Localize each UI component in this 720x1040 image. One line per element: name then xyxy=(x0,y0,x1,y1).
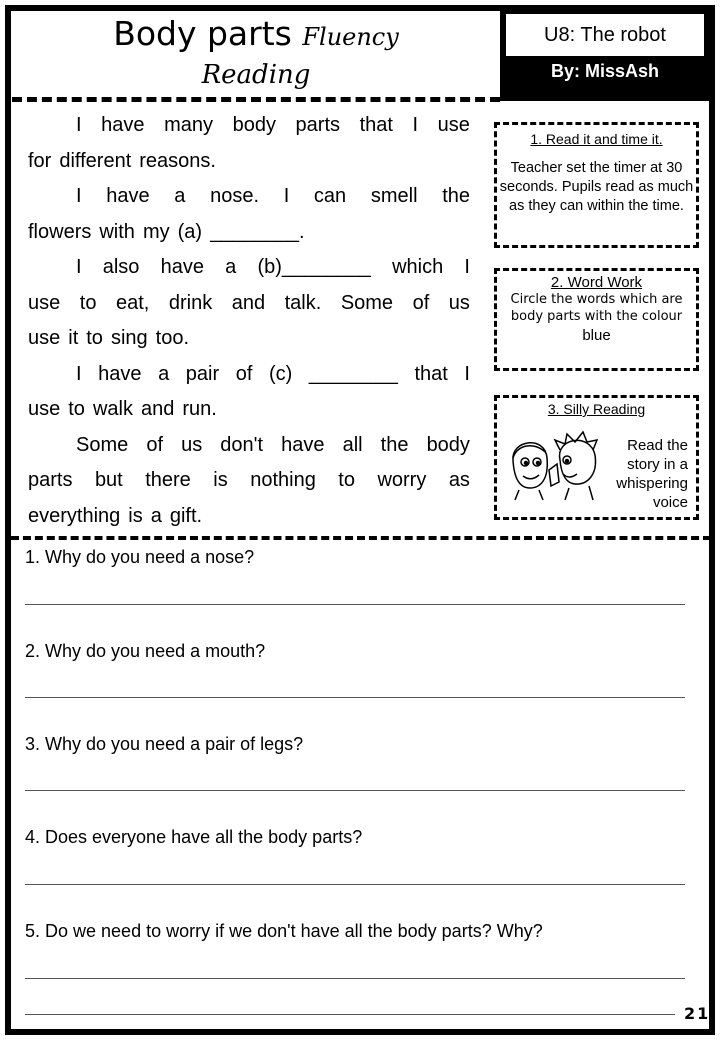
passage-word: there xyxy=(145,469,191,491)
title-box xyxy=(12,12,500,98)
unit-label: U8: The robot xyxy=(506,14,704,56)
passage-word: use xyxy=(437,114,470,136)
author-label: By: MissAsh xyxy=(550,61,660,81)
passage-word: have xyxy=(101,114,145,136)
passage-word: for xyxy=(28,149,52,172)
passage-word: talk. xyxy=(284,291,322,314)
passage-word: have xyxy=(160,256,204,278)
answer-line-5b[interactable] xyxy=(25,1014,675,1015)
passage-word: of xyxy=(235,362,253,385)
passage-word: a xyxy=(150,504,162,527)
passage-word: is xyxy=(128,504,143,527)
whispering-kids-icon xyxy=(505,430,605,502)
passage-word: Some xyxy=(340,291,394,314)
passage-word: I xyxy=(464,256,470,278)
passage-word: I xyxy=(283,185,290,207)
unit-panel xyxy=(500,11,710,101)
reading-passage xyxy=(28,110,470,536)
passage-word: can xyxy=(313,185,347,207)
passage-line xyxy=(28,181,470,217)
title-main: Body parts xyxy=(113,14,292,53)
passage-word: is xyxy=(213,469,228,491)
passage-word: run. xyxy=(182,398,217,420)
passage-word: drink xyxy=(168,291,213,314)
header-divider xyxy=(12,97,500,102)
passage-word: everything xyxy=(28,504,121,527)
passage-word: have xyxy=(106,185,150,207)
title-line2: Reading xyxy=(201,60,311,90)
section-divider xyxy=(11,536,711,540)
passage-word: (c) xyxy=(269,362,293,385)
passage-word: nose. xyxy=(210,185,260,207)
passage-line xyxy=(28,465,470,501)
instruction-box-read xyxy=(494,122,699,248)
box-body: Circle the words which are body parts with the colour xyxy=(510,292,683,324)
passage-word: eat, xyxy=(115,291,150,314)
passage-word: us xyxy=(181,433,203,456)
passage-line xyxy=(28,394,470,430)
passage-word: also xyxy=(102,256,140,278)
passage-line xyxy=(28,146,470,182)
passage-word: don't xyxy=(220,433,264,456)
box-body: Teacher set the timer at 30 seconds. Pupils read as much as they can within the time. xyxy=(499,160,694,214)
passage-word: and xyxy=(231,291,266,314)
passage-word: sing xyxy=(110,327,148,349)
passage-word: (a) xyxy=(177,220,203,243)
answer-line-5a[interactable] xyxy=(25,978,685,979)
title-script: Fluency xyxy=(302,23,399,51)
passage-word: that xyxy=(414,362,448,385)
passage-word: us xyxy=(448,291,470,314)
passage-word: I xyxy=(76,185,82,207)
passage-word: as xyxy=(448,469,470,491)
passage-word: to xyxy=(79,291,97,314)
box-title: 3. Silly Reading xyxy=(547,401,646,417)
passage-word: reasons. xyxy=(139,149,216,172)
passage-word: that xyxy=(359,114,393,136)
box-title: 1. Read it and time it. xyxy=(530,131,663,147)
page-number: 21 xyxy=(684,1004,711,1023)
passage-line xyxy=(28,501,470,537)
passage-word: which xyxy=(392,256,444,278)
passage-word: smell xyxy=(370,185,418,207)
passage-word: use xyxy=(28,327,61,349)
passage-word: too. xyxy=(155,327,189,349)
passage-word: flowers xyxy=(28,220,92,243)
passage-word: ________ xyxy=(308,362,398,385)
passage-word: the xyxy=(380,433,409,456)
box-title: 2. Word Work xyxy=(550,274,643,291)
answer-line-2[interactable] xyxy=(25,697,685,698)
passage-word: of xyxy=(412,291,430,314)
passage-line xyxy=(28,110,470,146)
passage-line xyxy=(28,323,470,359)
answer-line-1[interactable] xyxy=(25,604,685,605)
passage-word: I xyxy=(76,362,82,385)
question-5: 5. Do we need to worry if we don't have all the body parts? Why? xyxy=(25,921,543,941)
answer-line-4[interactable] xyxy=(25,884,685,885)
box-body: Read the story in a whispering voice xyxy=(616,437,688,511)
passage-word: have xyxy=(281,433,325,456)
passage-line xyxy=(28,430,470,466)
question-3: 3. Why do you need a pair of legs? xyxy=(25,734,304,754)
passage-word: all xyxy=(342,433,363,456)
passage-word: I xyxy=(76,256,82,278)
passage-word: nothing xyxy=(250,469,316,491)
passage-line xyxy=(28,359,470,395)
passage-word: parts xyxy=(295,114,340,136)
passage-word: body xyxy=(232,114,276,136)
passage-line xyxy=(28,252,470,288)
question-1: 1. Why do you need a nose? xyxy=(25,547,255,567)
passage-word: I xyxy=(76,114,82,136)
passage-word: to xyxy=(86,327,103,349)
passage-word: body xyxy=(426,433,470,456)
passage-word: the xyxy=(442,185,470,207)
question-2: 2. Why do you need a mouth? xyxy=(25,641,266,661)
passage-word: and xyxy=(140,398,175,420)
passage-word: but xyxy=(94,469,123,491)
passage-word: (b)________ xyxy=(257,256,371,278)
passage-word: different xyxy=(59,149,132,172)
passage-word: I xyxy=(464,362,470,385)
passage-word: ________. xyxy=(210,220,305,243)
passage-word: use xyxy=(28,398,61,420)
passage-word: to xyxy=(68,398,85,420)
passage-word: gift. xyxy=(169,504,203,527)
passage-word: Some xyxy=(76,433,129,456)
passage-word: parts xyxy=(28,469,73,491)
passage-line xyxy=(28,288,470,324)
passage-word: with xyxy=(99,220,135,243)
passage-word: a xyxy=(225,256,237,278)
answer-line-3[interactable] xyxy=(25,790,685,791)
passage-word: use xyxy=(28,291,61,314)
instruction-box-silly-reading xyxy=(494,395,699,520)
passage-word: pair xyxy=(185,362,220,385)
passage-word: to xyxy=(338,469,355,491)
question-4: 4. Does everyone have all the body parts? xyxy=(25,827,363,847)
passage-word: my xyxy=(142,220,170,243)
passage-word: of xyxy=(146,433,164,456)
passage-word: it xyxy=(68,327,79,349)
passage-word: worry xyxy=(377,469,427,491)
passage-word: a xyxy=(174,185,186,207)
passage-word: a xyxy=(158,362,170,385)
passage-word: many xyxy=(164,114,213,136)
passage-word: have xyxy=(98,362,142,385)
passage-line xyxy=(28,217,470,253)
passage-word: I xyxy=(412,114,419,136)
colour-word: blue xyxy=(582,327,611,344)
passage-word: walk xyxy=(92,398,133,420)
instruction-box-word-work xyxy=(494,268,699,371)
